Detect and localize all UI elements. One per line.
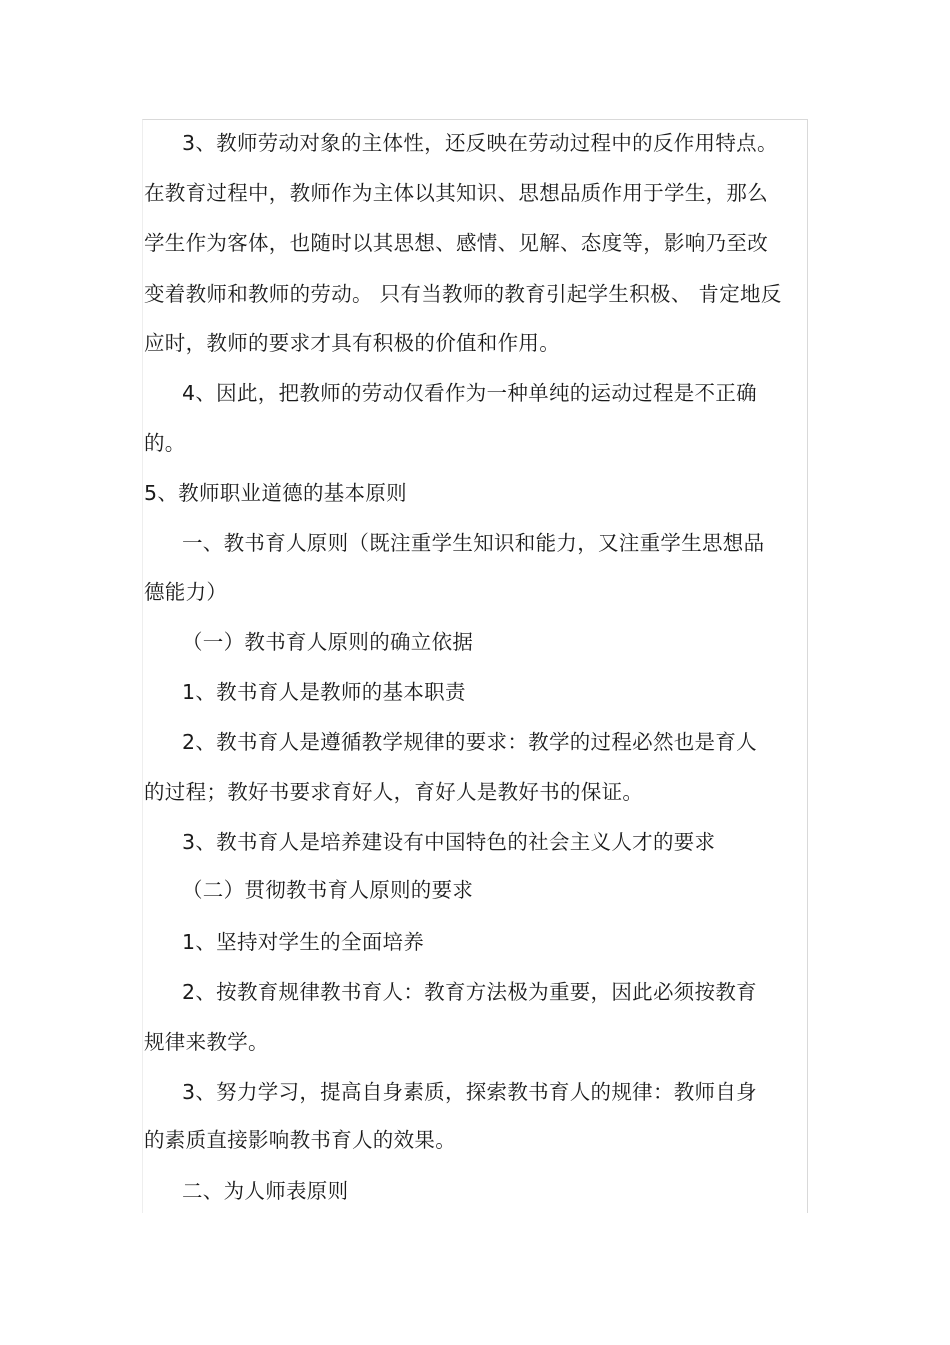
paragraph-line: 德能力）	[144, 580, 228, 604]
paragraph-line: 一、教书育人原则（既注重学生知识和能力，又注重学生思想品	[182, 531, 765, 555]
paragraph-line: 变着教师和教师的劳动。 只有当教师的教育引起学生积极、 肯定地反	[144, 282, 782, 306]
section-heading: 5、教师职业道德的基本原则	[144, 481, 407, 505]
paragraph-line: 规律来教学。	[144, 1030, 269, 1054]
paragraph-line: 1、坚持对学生的全面培养	[182, 930, 425, 954]
paragraph-line: 应时，教师的要求才具有积极的价值和作用。	[144, 331, 560, 355]
paragraph-line: 学生作为客体，也随时以其思想、感情、见解、态度等，影响乃至改	[144, 231, 768, 255]
section-heading: 二、为人师表原则	[182, 1179, 349, 1203]
paragraph-line: 3、教书育人是培养建设有中国特色的社会主义人才的要求	[182, 830, 716, 854]
paragraph-line: 的。	[144, 431, 186, 455]
paragraph-line: 4、因此，把教师的劳动仅看作为一种单纯的运动过程是不正确	[182, 381, 757, 405]
paragraph-line: 2、教书育人是遵循教学规律的要求：教学的过程必然也是育人	[182, 730, 757, 754]
paragraph-line: 的素质直接影响教书育人的效果。	[144, 1128, 456, 1152]
subsection-heading: （一）教书育人原则的确立依据	[182, 630, 474, 654]
paragraph-line: 的过程；教好书要求育好人，育好人是教好书的保证。	[144, 780, 644, 804]
paragraph-line: 3、教师劳动对象的主体性，还反映在劳动过程中的反作用特点。	[182, 131, 778, 155]
paragraph-line: 1、教书育人是教师的基本职责	[182, 680, 466, 704]
paragraph-line: 2、按教育规律教书育人：教育方法极为重要，因此必须按教育	[182, 980, 757, 1004]
subsection-heading: （二）贯彻教书育人原则的要求	[182, 878, 474, 902]
paragraph-line: 在教育过程中，教师作为主体以其知识、思想品质作用于学生，那么	[144, 181, 768, 205]
paragraph-line: 3、努力学习，提高自身素质，探索教书育人的规律：教师自身	[182, 1080, 757, 1104]
